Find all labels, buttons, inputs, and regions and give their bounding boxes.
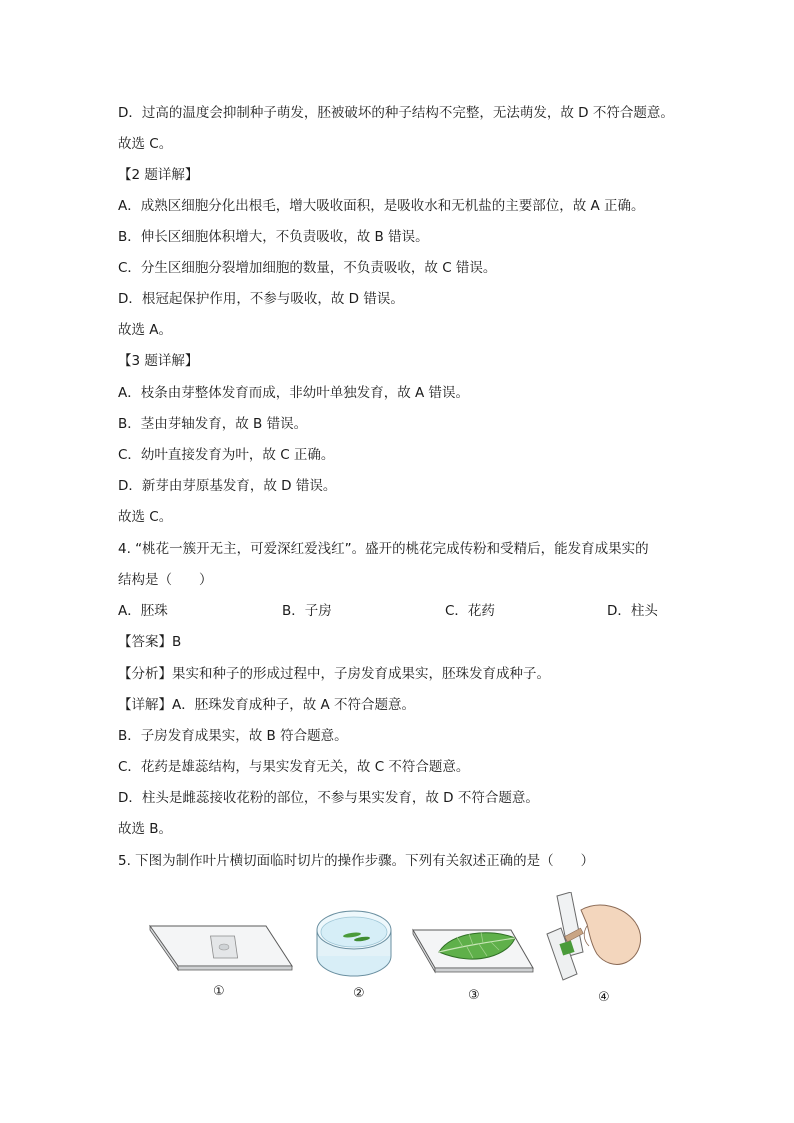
- text-line: C．幼叶直接发育为叶，故 C 正确。: [118, 447, 335, 463]
- text-line: B．茎由芽轴发育，故 B 错误。: [118, 416, 308, 432]
- text-line: 故选 A。: [118, 322, 173, 338]
- option-a: A．胚珠: [118, 603, 168, 619]
- text-line: A．成熟区细胞分化出根毛，增大吸收面积，是吸收水和无机盐的主要部位，故 A 正确。: [118, 198, 645, 214]
- figure-label-3: ③: [468, 988, 480, 1003]
- section-heading: 【2 题详解】: [118, 167, 199, 183]
- text-line: 故选 C。: [118, 136, 173, 152]
- analysis-line: 【分析】果实和种子的形成过程中，子房发育成果实，胚珠发育成种子。: [118, 666, 550, 682]
- text-line: 故选 C。: [118, 509, 173, 525]
- answer-line: 【答案】B: [118, 634, 182, 650]
- figure-label-2: ②: [353, 986, 365, 1001]
- text-line: D．根冠起保护作用，不参与吸收，故 D 错误。: [118, 291, 404, 307]
- question-4-stem: 4. “桃花一簇开无主，可爱深红爱浅红”。盛开的桃花完成传粉和受精后，能发育成果实的: [118, 541, 649, 557]
- figure-label-4: ④: [598, 990, 610, 1005]
- hand-tool-illustration: [543, 892, 647, 984]
- option-d: D．柱头: [607, 603, 658, 619]
- text-line: D．柱头是雌蕊接收花粉的部位，不参与果实发育，故 D 不符合题意。: [118, 790, 539, 806]
- option-b: B．子房: [282, 603, 332, 619]
- slide-illustration: [148, 918, 294, 976]
- text-line: D．过高的温度会抑制种子萌发，胚被破坏的种子结构不完整，无法萌发，故 D 不符合题意。: [118, 105, 674, 121]
- figure-label-1: ①: [213, 984, 225, 999]
- text-line: 故选 B。: [118, 821, 173, 837]
- option-c: C．花药: [445, 603, 495, 619]
- text-line: D．新芽由芽原基发育，故 D 错误。: [118, 478, 337, 494]
- text-line: C．分生区细胞分裂增加细胞的数量，不负责吸收，故 C 错误。: [118, 260, 497, 276]
- leaf-illustration: [411, 922, 535, 978]
- text-line: A．枝条由芽整体发育而成，非幼叶单独发育，故 A 错误。: [118, 385, 470, 401]
- question-4-stem-cont: 结构是（ ）: [118, 572, 213, 588]
- text-line: B．子房发育成果实，故 B 符合题意。: [118, 728, 348, 744]
- text-line: C．花药是雄蕊结构，与果实发育无关，故 C 不符合题意。: [118, 759, 470, 775]
- petri-dish-illustration: [314, 906, 394, 984]
- detail-line: 【详解】A．胚珠发育成种子，故 A 不符合题意。: [118, 697, 416, 713]
- text-line: B．伸长区细胞体积增大，不负责吸收，故 B 错误。: [118, 229, 429, 245]
- section-heading: 【3 题详解】: [118, 353, 199, 369]
- question-5-stem: 5. 下图为制作叶片横切面临时切片的操作步骤。下列有关叙述正确的是（ ）: [118, 853, 595, 869]
